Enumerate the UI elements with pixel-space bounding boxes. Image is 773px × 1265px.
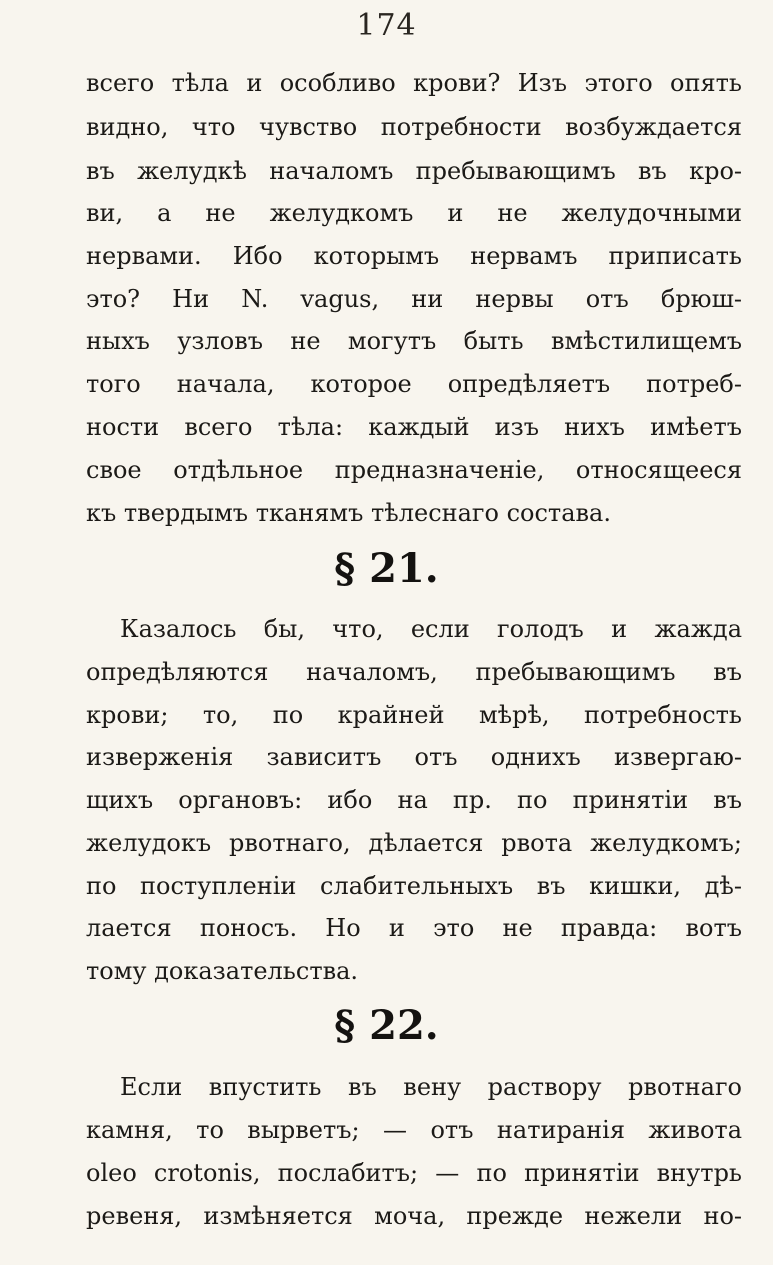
text-line: изверженія зависитъ отъ однихъ извергаю- — [86, 743, 742, 771]
text-line: oleo crotonis, послабитъ; — по принятіи внутрь — [86, 1159, 742, 1187]
text-line: въ желудкѣ началомъ пребывающимъ въ кро- — [86, 157, 742, 185]
text-line: опредѣляются началомъ, пребывающимъ въ — [86, 658, 742, 686]
page-number: 174 — [356, 8, 417, 43]
text-line: того начала, которое опредѣляетъ потреб- — [86, 370, 742, 398]
section-heading-22: § 22. — [334, 1002, 439, 1049]
text-line: Если впустить въ вену раствору рвотнаго — [120, 1073, 742, 1101]
text-line: ревеня, измѣняется моча, прежде нежели но- — [86, 1202, 742, 1230]
text-line: ныхъ узловъ не могутъ быть вмѣстилищемъ — [86, 327, 742, 355]
text-line: это? Ни N. vagus, ни нервы отъ брюш- — [86, 285, 742, 313]
text-line: щихъ органовъ: ибо на пр. по принятіи въ — [86, 786, 742, 814]
text-line: тому доказательства. — [86, 957, 359, 985]
text-line: желудокъ рвотнаго, дѣлается рвота желудкомъ; — [86, 829, 742, 857]
text-line: свое отдѣльное предназначеніе, относящееся — [86, 456, 742, 484]
text-line: крови; то, по крайней мѣрѣ, потребность — [86, 701, 742, 729]
text-line: камня, то вырветъ; — отъ натиранія живота — [86, 1116, 742, 1144]
text-line: всего тѣла и особливо крови? Изъ этого опять — [86, 69, 742, 97]
text-line: ности всего тѣла: каждый изъ нихъ имѣетъ — [86, 413, 742, 441]
text-line: видно, что чувство потребности возбуждается — [86, 113, 742, 141]
text-line: ви, а не желудкомъ и не желудочными — [86, 199, 742, 227]
text-line: лается поносъ. Но и это не правда: вотъ — [86, 914, 742, 942]
text-line: по поступленіи слабительныхъ въ кишки, дѣ- — [86, 872, 742, 900]
text-line: къ твердымъ тканямъ тѣлеснаго состава. — [86, 499, 611, 527]
section-heading-21: § 21. — [334, 545, 439, 592]
text-line: Казалось бы, что, если голодъ и жажда — [120, 615, 742, 643]
text-line: нервами. Ибо которымъ нервамъ приписать — [86, 242, 742, 270]
